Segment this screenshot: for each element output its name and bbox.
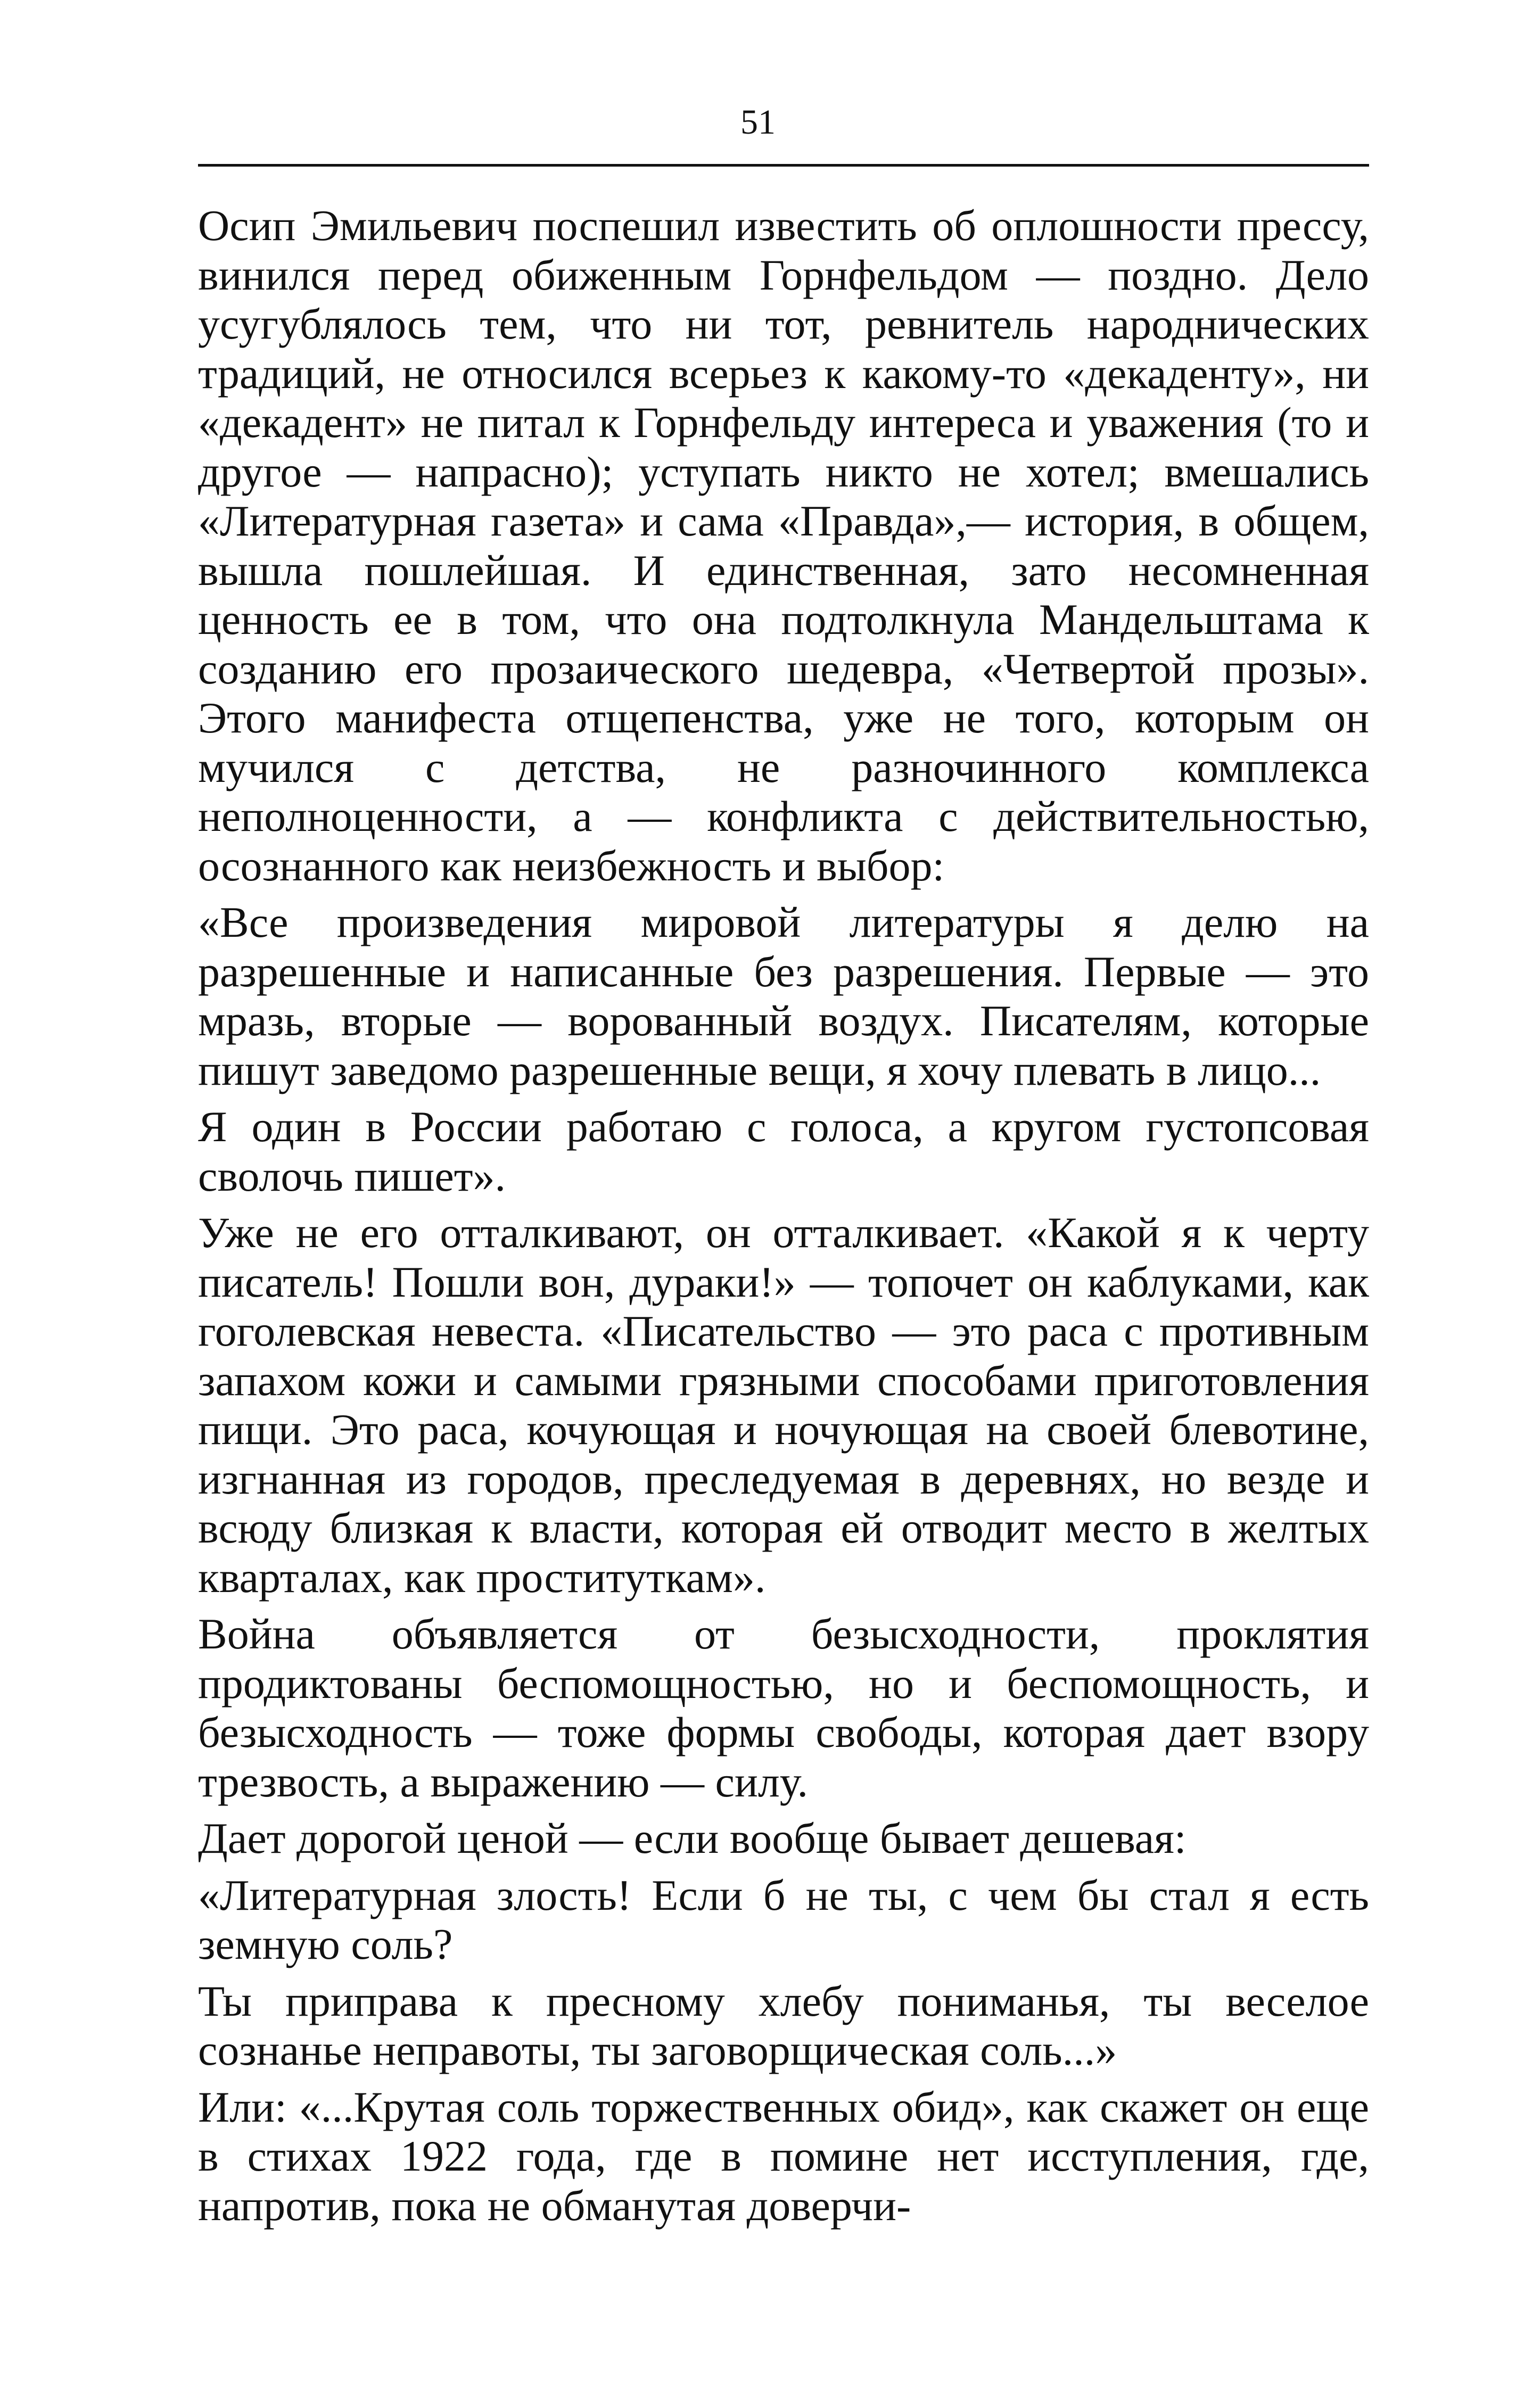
paragraph-1: Осип Эмильевич поспешил известить об оплошности прессу, винился перед обиженным Горнфельдом — поздно. Дело усугублялось тем, что ни тот, ревнитель народнических традиций, не относился всерьез к какому-то «декаденту», ни «декадент» не питал к Горнфельду интереса и уважения (то и другое — напрасно); уступать никто не хотел; вмешались «Литературная газета» и сама «Правда»,— история, в общем, вышла пошлейшая. И единственная, зато несомненная ценность ее в том, что она подтолкнула Мандельштама к созданию его прозаического шедевра, «Четвертой прозы». Этого манифеста отщепенства, уже не того, которым он мучился с детства, не разночинного комплекса неполноценности, а — конфликта с действительностью, осознанного как неизбежность и выбор:: [198, 201, 1369, 890]
paragraph-3: Я один в России работаю с голоса, а кругом густопсовая сволочь пишет».: [198, 1102, 1369, 1200]
page-number: 51: [740, 103, 776, 142]
paragraph-8: Ты приправа к пресному хлебу пониманья, ты веселое сознанье неправоты, ты заговорщическая соль...»: [198, 1976, 1369, 2074]
paragraph-6: Дает дорогой ценой — если вообще бывает дешевая:: [198, 1814, 1187, 1862]
paragraph-5: Война объявляется от безысходности, проклятия продиктованы беспомощностью, но и беспомощность, и безысходность — тоже формы свободы, которая дает взору трезвость, а выражению — силу.: [198, 1610, 1369, 1806]
paragraph-4: Уже не его отталкивают, он отталкивает. «Какой я к черту писатель! Пошли вон, дураки!» — топочет он каблуками, как гоголевская невеста. «Писательство — это раса с противным запахом кожи и самыми грязными способами приготовления пищи. Это раса, кочующая и ночующая на своей блевотине, изгнанная из городов, преследуемая в деревнях, но везде и всюду близкая к власти, которая ей отводит место в желтых кварталах, как проституткам».: [198, 1208, 1369, 1602]
body-text: [198, 201, 1369, 2238]
paragraph-9: Или: «...Крутая соль торжественных обид», как скажет он еще в стихах 1922 года, где в помине нет исступления, где, напротив, пока не обманутая доверчи-: [198, 2082, 1369, 2230]
paragraph-7: «Литературная злость! Если б не ты, с чем бы стал я есть земную соль?: [198, 1870, 1369, 1968]
paragraph-2: «Все произведения мировой литературы я делю на разрешенные и написанные без разрешения. Первые — это мразь, вторые — ворованный воздух. Писателям, которые пишут заведомо разрешенные вещи, я хочу плевать в лицо...: [198, 898, 1369, 1094]
header-rule: [198, 164, 1369, 167]
